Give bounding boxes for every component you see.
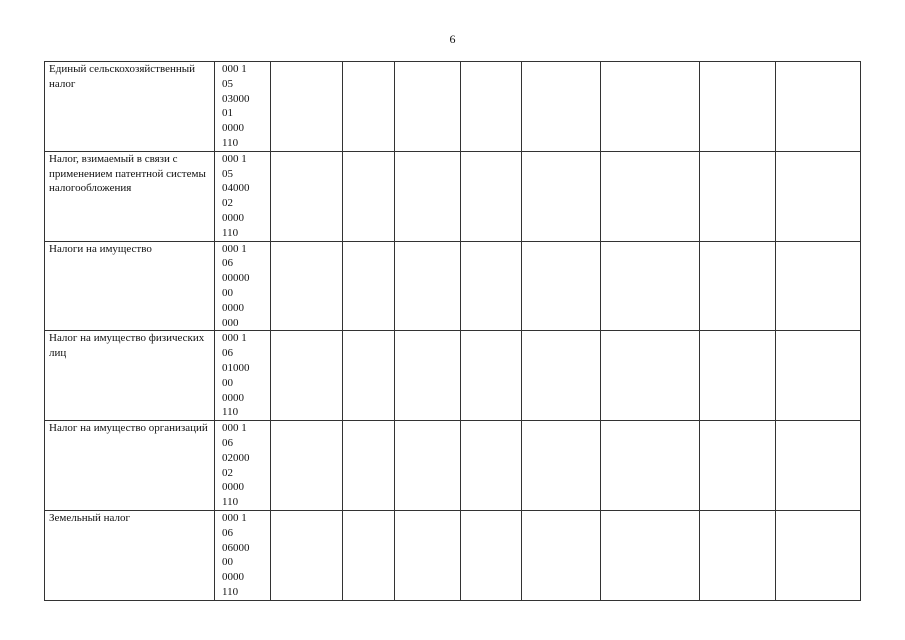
code-line: 03000 xyxy=(222,92,250,105)
value-cell xyxy=(700,421,776,511)
code-line: 00 xyxy=(222,556,233,569)
table-row xyxy=(45,510,861,600)
value-cell xyxy=(461,421,522,511)
code-line: 04000 xyxy=(222,182,250,195)
value-cell xyxy=(271,151,343,241)
code-line: 0000 xyxy=(222,571,244,584)
table-body xyxy=(45,62,861,601)
value-cell xyxy=(776,331,861,421)
value-cell xyxy=(522,421,601,511)
code-line: 02 xyxy=(222,466,233,479)
table-row xyxy=(45,241,861,331)
code-line: 01000 xyxy=(222,361,250,374)
code-line: 000 1 xyxy=(222,332,247,345)
code-line: 000 1 xyxy=(222,63,247,75)
code-line: 06 xyxy=(222,347,233,360)
code-line: 000 1 xyxy=(222,242,247,255)
value-cell xyxy=(395,331,461,421)
value-cell xyxy=(343,421,395,511)
tax-name-cell: Налоги на имущество xyxy=(45,241,215,331)
value-cell xyxy=(522,510,601,600)
budget-code-cell xyxy=(215,331,271,421)
value-cell xyxy=(395,62,461,152)
budget-code-cell xyxy=(215,241,271,331)
value-cell xyxy=(461,151,522,241)
value-cell xyxy=(343,62,395,152)
value-cell xyxy=(522,241,601,331)
code-line: 000 xyxy=(222,316,239,329)
code-line: 06000 xyxy=(222,541,250,554)
code-line: 05 xyxy=(222,77,233,90)
code-line: 00 xyxy=(222,376,233,389)
value-cell xyxy=(776,62,861,152)
code-line: 0000 xyxy=(222,301,244,314)
value-cell xyxy=(776,421,861,511)
value-cell xyxy=(601,421,700,511)
value-cell xyxy=(271,241,343,331)
value-cell xyxy=(601,62,700,152)
table-row xyxy=(45,151,861,241)
value-cell xyxy=(700,331,776,421)
page-number: 6 xyxy=(449,32,456,46)
value-cell xyxy=(522,331,601,421)
value-cell xyxy=(776,241,861,331)
value-cell xyxy=(522,151,601,241)
code-line: 000 1 xyxy=(222,511,247,524)
tax-name-cell: Налог, взимаемый в связи с применением патентной системы налогообложения xyxy=(45,151,215,241)
tax-name-cell: Единый сельскохозяйственный налог xyxy=(45,62,215,152)
value-cell xyxy=(343,510,395,600)
code-line: 110 xyxy=(222,406,239,419)
code-line: 00000 xyxy=(222,272,250,285)
budget-code-cell xyxy=(215,510,271,600)
value-cell xyxy=(461,62,522,152)
code-line: 000 1 xyxy=(222,152,247,165)
revenue-table xyxy=(44,61,861,601)
code-line: 02 xyxy=(222,197,233,210)
code-line: 06 xyxy=(222,526,233,539)
code-line: 00 xyxy=(222,286,233,299)
code-line: 0000 xyxy=(222,481,244,494)
budget-code-cell xyxy=(215,421,271,511)
table-row xyxy=(45,62,861,152)
code-line: 0000 xyxy=(222,122,244,135)
value-cell xyxy=(700,62,776,152)
value-cell xyxy=(776,510,861,600)
value-cell xyxy=(271,331,343,421)
value-cell xyxy=(271,510,343,600)
tax-name-cell: Налог на имущество организаций xyxy=(45,421,215,511)
table-row xyxy=(45,331,861,421)
value-cell xyxy=(601,241,700,331)
code-line: 01 xyxy=(222,107,233,120)
value-cell xyxy=(395,421,461,511)
code-line: 110 xyxy=(222,226,239,239)
code-line: 000 1 xyxy=(222,422,247,435)
value-cell xyxy=(395,510,461,600)
value-cell xyxy=(461,510,522,600)
value-cell xyxy=(601,510,700,600)
value-cell xyxy=(461,241,522,331)
value-cell xyxy=(271,421,343,511)
value-cell xyxy=(601,331,700,421)
value-cell xyxy=(522,62,601,152)
value-cell xyxy=(461,331,522,421)
code-line: 110 xyxy=(222,136,239,149)
value-cell xyxy=(395,241,461,331)
tax-name-cell: Земельный налог xyxy=(45,510,215,600)
code-line: 0000 xyxy=(222,391,244,404)
value-cell xyxy=(343,241,395,331)
code-line: 06 xyxy=(222,436,233,449)
value-cell xyxy=(343,331,395,421)
value-cell xyxy=(395,151,461,241)
value-cell xyxy=(700,151,776,241)
budget-code-cell xyxy=(215,151,271,241)
code-line: 110 xyxy=(222,585,239,598)
value-cell xyxy=(271,62,343,152)
value-cell xyxy=(601,151,700,241)
value-cell xyxy=(700,510,776,600)
code-line: 0000 xyxy=(222,211,244,224)
table-row xyxy=(45,421,861,511)
value-cell xyxy=(776,151,861,241)
code-line: 06 xyxy=(222,257,233,270)
code-line: 110 xyxy=(222,496,239,509)
tax-name-cell: Налог на имущество физических лиц xyxy=(45,331,215,421)
value-cell xyxy=(343,151,395,241)
code-line: 02000 xyxy=(222,451,250,464)
value-cell xyxy=(700,241,776,331)
code-line: 05 xyxy=(222,167,233,180)
budget-code-cell xyxy=(215,62,271,152)
